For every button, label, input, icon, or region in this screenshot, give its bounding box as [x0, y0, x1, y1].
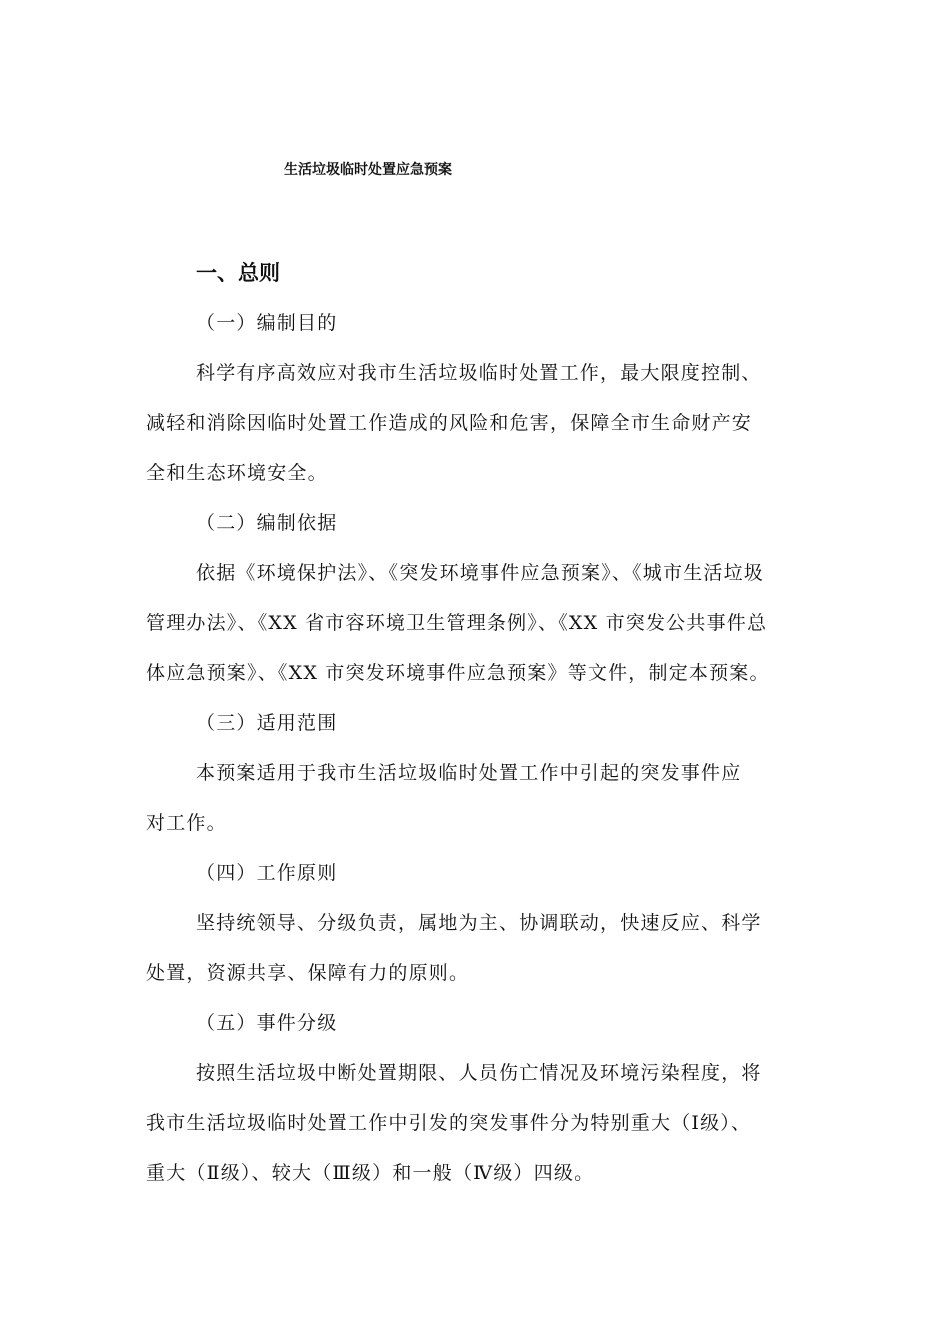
paragraph-line: 我市生活垃圾临时处置工作中引发的突发事件分为特别重大（Ⅰ级）、 — [146, 1112, 752, 1134]
subheading-purpose: （一）编制目的 — [196, 312, 338, 334]
paragraph-line: 处置，资源共享、保障有力的原则。 — [146, 962, 470, 984]
paragraph-line: 重大（Ⅱ级）、较大（Ⅲ级）和一般（Ⅳ级）四级。 — [146, 1162, 595, 1184]
paragraph-line: 减轻和消除因临时处置工作造成的风险和危害，保障全市生命财产安 — [146, 412, 753, 434]
subheading-basis: （二）编制依据 — [196, 512, 338, 534]
paragraph-line: 本预案适用于我市生活垃圾临时处置工作中引起的突发事件应 — [196, 762, 742, 784]
subheading-principles: （四）工作原则 — [196, 862, 338, 884]
paragraph-line: 科学有序高效应对我市生活垃圾临时处置工作，最大限度控制、 — [196, 362, 762, 384]
subheading-scope: （三）适用范围 — [196, 712, 338, 734]
paragraph-line: 管理办法》、《XX 省市容环境卫生管理条例》、《XX 市突发公共事件总 — [146, 612, 768, 634]
paragraph-line: 对工作。 — [146, 812, 227, 834]
document-title: 生活垃圾临时处置应急预案 — [284, 162, 452, 178]
paragraph-line: 依据《环境保护法》、《突发环境事件应急预案》、《城市生活垃圾 — [196, 562, 765, 584]
paragraph-line: 全和生态环境安全。 — [146, 462, 328, 484]
section-heading-general: 一、总则 — [196, 261, 280, 285]
subheading-classification: （五）事件分级 — [196, 1012, 338, 1034]
paragraph-line: 坚持统领导、分级负责，属地为主、协调联动，快速反应、科学 — [196, 912, 762, 934]
paragraph-line: 按照生活垃圾中断处置期限、人员伤亡情况及环境污染程度，将 — [196, 1062, 762, 1084]
paragraph-line: 体应急预案》、《XX 市突发环境事件应急预案》等文件，制定本预案。 — [146, 662, 770, 684]
